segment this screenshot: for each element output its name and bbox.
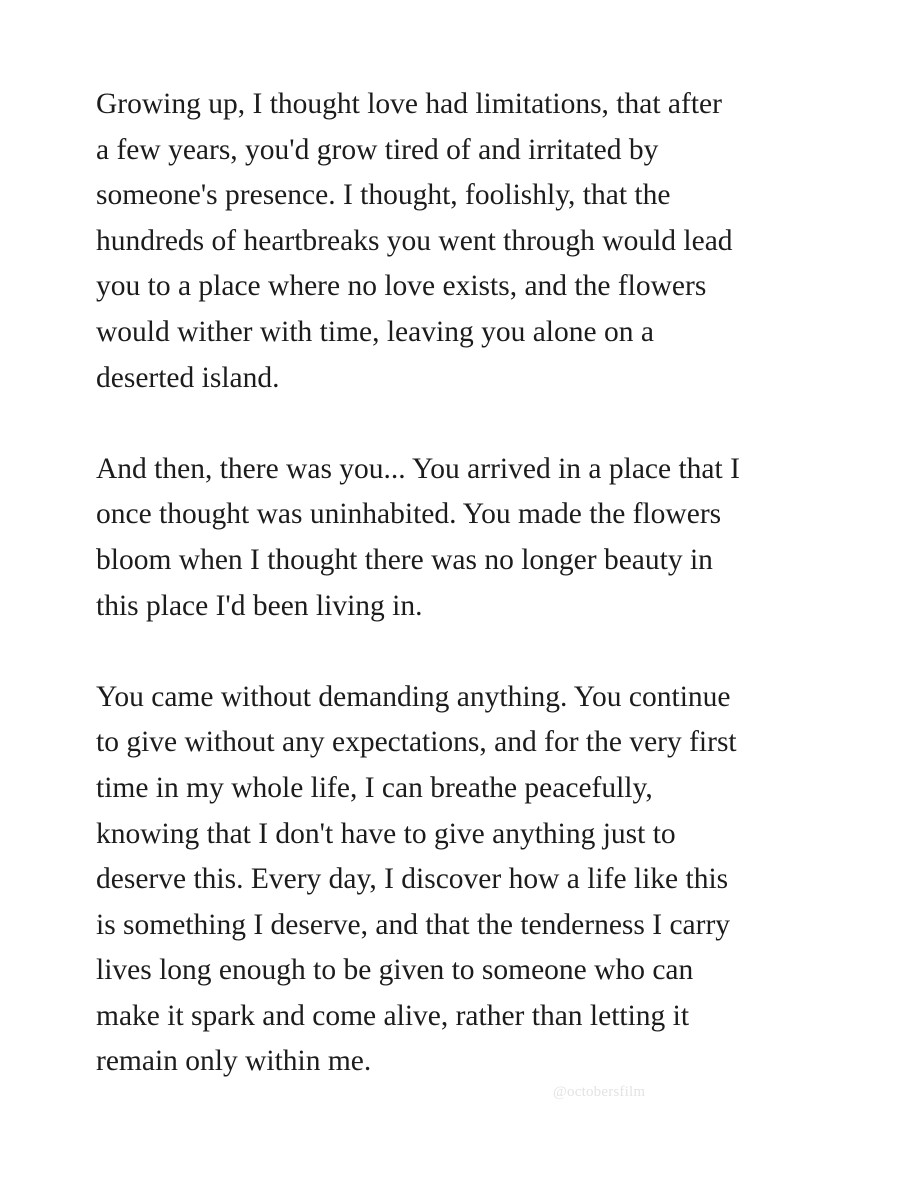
text-line: bloom when I thought there was no longer beauty in [96, 543, 713, 576]
watermark: @octobersfilm [553, 1084, 646, 1100]
text-line: remain only within me. [96, 1045, 372, 1078]
text-line: deserted island. [96, 361, 280, 394]
text-line: this place I'd been living in. [96, 589, 423, 622]
text-line: And then, there was you... You arrived in a place that I [96, 452, 740, 485]
text-line: deserve this. Every day, I discover how a life like this [96, 863, 729, 896]
text-line: hundreds of heartbreaks you went through would lead [96, 224, 733, 257]
text-line: a few years, you'd grow tired of and irritated by [96, 133, 659, 166]
text-line: Growing up, I thought love had limitations, that after [96, 88, 722, 120]
text-line: is something I deserve, and that the tenderness I carry [96, 908, 731, 941]
text-line: lives long enough to be given to someone who can [96, 954, 694, 987]
poem-text [96, 82, 856, 1085]
text-line: someone's presence. I thought, foolishly, that the [96, 179, 671, 212]
text-line: You came without demanding anything. You continue [96, 680, 731, 713]
paragraph-1 [96, 82, 856, 401]
paragraph-3 [96, 675, 856, 1085]
text-line: to give without any expectations, and for the very first [96, 726, 737, 759]
text-line: time in my whole life, I can breathe peacefully, [96, 771, 653, 804]
text-line: would wither with time, leaving you alone on a [96, 315, 654, 348]
text-line: once thought was uninhabited. You made the flowers [96, 498, 722, 531]
text-line: you to a place where no love exists, and the flowers [96, 270, 707, 303]
text-line: make it spark and come alive, rather than letting it [96, 999, 690, 1032]
paragraph-2 [96, 447, 856, 629]
text-line: knowing that I don't have to give anything just to [96, 817, 676, 850]
